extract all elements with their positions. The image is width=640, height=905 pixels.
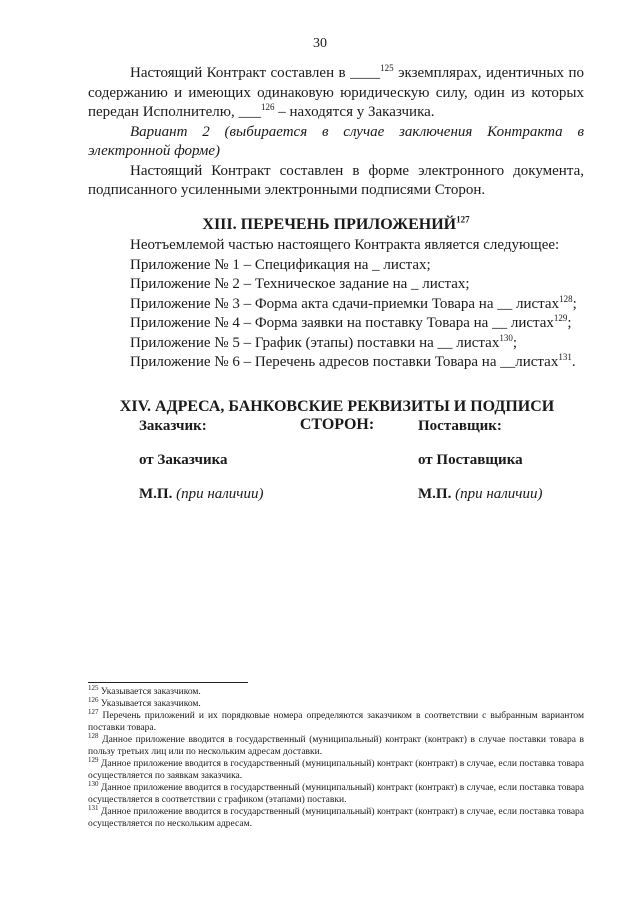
appendix-2: Приложение № 2 – Техническое задание на _ листах; bbox=[130, 276, 470, 292]
footnotes bbox=[88, 683, 584, 830]
footnote-text: Указывается заказчиком. bbox=[98, 687, 201, 697]
appendix-1: Приложение № 1 – Спецификация на _ листах; bbox=[130, 256, 431, 273]
section-13-title: XIII. ПЕРЕЧЕНЬ ПРИЛОЖЕНИЙ bbox=[202, 215, 457, 233]
customer-stamp-label: М.П. bbox=[139, 486, 173, 502]
footnote-ref-125: 125 bbox=[380, 63, 394, 73]
variant-2-note: Вариант 2 (выбирается в случае заключения Контракта в электронной форме) bbox=[88, 123, 584, 159]
footnote-text: Данное приложение вводится в государственный (муниципальный) контракт (контракт) в случае поставки товара в пользу третьих лиц или по нескольким адресам доставки. bbox=[88, 735, 584, 757]
customer-stamp-note: (при наличии) bbox=[176, 486, 264, 502]
footnote-text: Данное приложение вводится в государственный (муниципальный) контракт (контракт) в случае, если поставка товара осуществляется по нескольким адресам. bbox=[88, 807, 584, 829]
footnote-ref-130: 130 bbox=[499, 332, 513, 343]
footnote-127 bbox=[88, 707, 584, 734]
footnote-text: Указывается заказчиком. bbox=[98, 699, 201, 709]
footnote-number: 125 bbox=[88, 683, 99, 692]
customer-from: от Заказчика bbox=[139, 452, 228, 468]
supplier-from: от Поставщика bbox=[418, 452, 523, 468]
footnote-number: 126 bbox=[88, 695, 99, 704]
footnote-number: 131 bbox=[88, 803, 99, 812]
footnote-ref-126: 126 bbox=[260, 102, 275, 112]
contract-body bbox=[88, 64, 584, 373]
footnote-ref-127: 127 bbox=[456, 214, 470, 225]
footnote-number: 128 bbox=[88, 731, 99, 740]
appendix-6-text: Приложение № 6 – Перечень адресов поставки Товара на __листах bbox=[130, 354, 559, 370]
appendix-4-text: Приложение № 4 – Форма заявки на поставку Товара на __ листах bbox=[130, 315, 554, 331]
supplier-label: Поставщик: bbox=[418, 418, 502, 434]
customer-label: Заказчик: bbox=[139, 418, 207, 434]
copies-text-a: Настоящий Контракт составлен в ____ bbox=[130, 65, 381, 81]
footnote-text: Перечень приложений и их порядковые номера определяются заказчиком в соответствии с выбранным вариантом поставки товара. bbox=[88, 711, 584, 733]
footnote-text: Данное приложение вводится в государственный (муниципальный) контракт (контракт) в случае, если поставка товара осуществляется в соответствии с графиком (этапами) поставки. bbox=[88, 783, 584, 805]
electronic-form-paragraph: Настоящий Контракт составлен в форме электронного документа, подписанного усиленными электронными подписями Сторон. bbox=[88, 162, 584, 198]
appendix-5-text: Приложение № 5 – График (этапы) поставки на __ листах bbox=[130, 334, 500, 351]
copies-text-b: экземплярах, идентичных по содержанию и имеющих одинаковую юридическую силу, один из которых передан Исполнителю, ___ bbox=[88, 65, 585, 120]
supplier-stamp bbox=[418, 486, 542, 503]
appendix-3: Приложение № 3 – Форма акта сдачи-приемки Товара на __ листах$^{128}$; bbox=[130, 293, 577, 312]
footnote-129 bbox=[88, 755, 584, 782]
footnote-text: Данное приложение вводится в государственный (муниципальный) контракт (контракт) в случае, если поставка товара осуществляется по заявкам заказчика. bbox=[88, 759, 584, 781]
footnote-number: 127 bbox=[88, 707, 99, 716]
footnote-128 bbox=[88, 731, 584, 758]
appendix-4: Приложение № 4 – Форма заявки на поставку Товара на __ листах$^{129}$; bbox=[130, 313, 572, 331]
copies-paragraph bbox=[88, 64, 584, 123]
supplier-stamp-label: М.П. bbox=[418, 486, 452, 502]
footnote-number: 129 bbox=[88, 755, 99, 764]
section-14-heading: XIV. АДРЕСА, БАНКОВСКИЕ РЕКВИЗИТЫ И ПОДПИСИ СТОРОН: bbox=[119, 398, 555, 433]
footnote-126 bbox=[88, 695, 584, 710]
footnote-separator bbox=[88, 682, 248, 683]
appendix-5: Приложение № 5 – График (этапы) поставки на __ листах$^{130}$; bbox=[130, 332, 517, 351]
footnote-130 bbox=[88, 779, 584, 806]
appendix-intro: Неотъемлемой частью настоящего Контракта является следующее: bbox=[130, 237, 560, 253]
section-13-heading bbox=[88, 215, 584, 235]
supplier-stamp-note: (при наличии) bbox=[455, 486, 543, 502]
copies-text-c: – находятся у Заказчика. bbox=[274, 104, 435, 120]
footnote-131 bbox=[88, 803, 584, 830]
footnote-125 bbox=[88, 683, 584, 698]
page-number: 30 bbox=[313, 36, 327, 51]
appendix-3-text: Приложение № 3 – Форма акта сдачи-приемки Товара на __ листах bbox=[130, 295, 560, 312]
footnote-ref-128: 128 bbox=[559, 293, 573, 304]
footnote-ref-131: 131 bbox=[558, 352, 572, 362]
appendix-6: Приложение № 6 – Перечень адресов поставки Товара на __листах$^{131}$. bbox=[130, 352, 576, 370]
footnote-ref-129: 129 bbox=[553, 313, 568, 323]
footnote-number: 130 bbox=[88, 779, 99, 788]
customer-stamp bbox=[139, 486, 263, 503]
